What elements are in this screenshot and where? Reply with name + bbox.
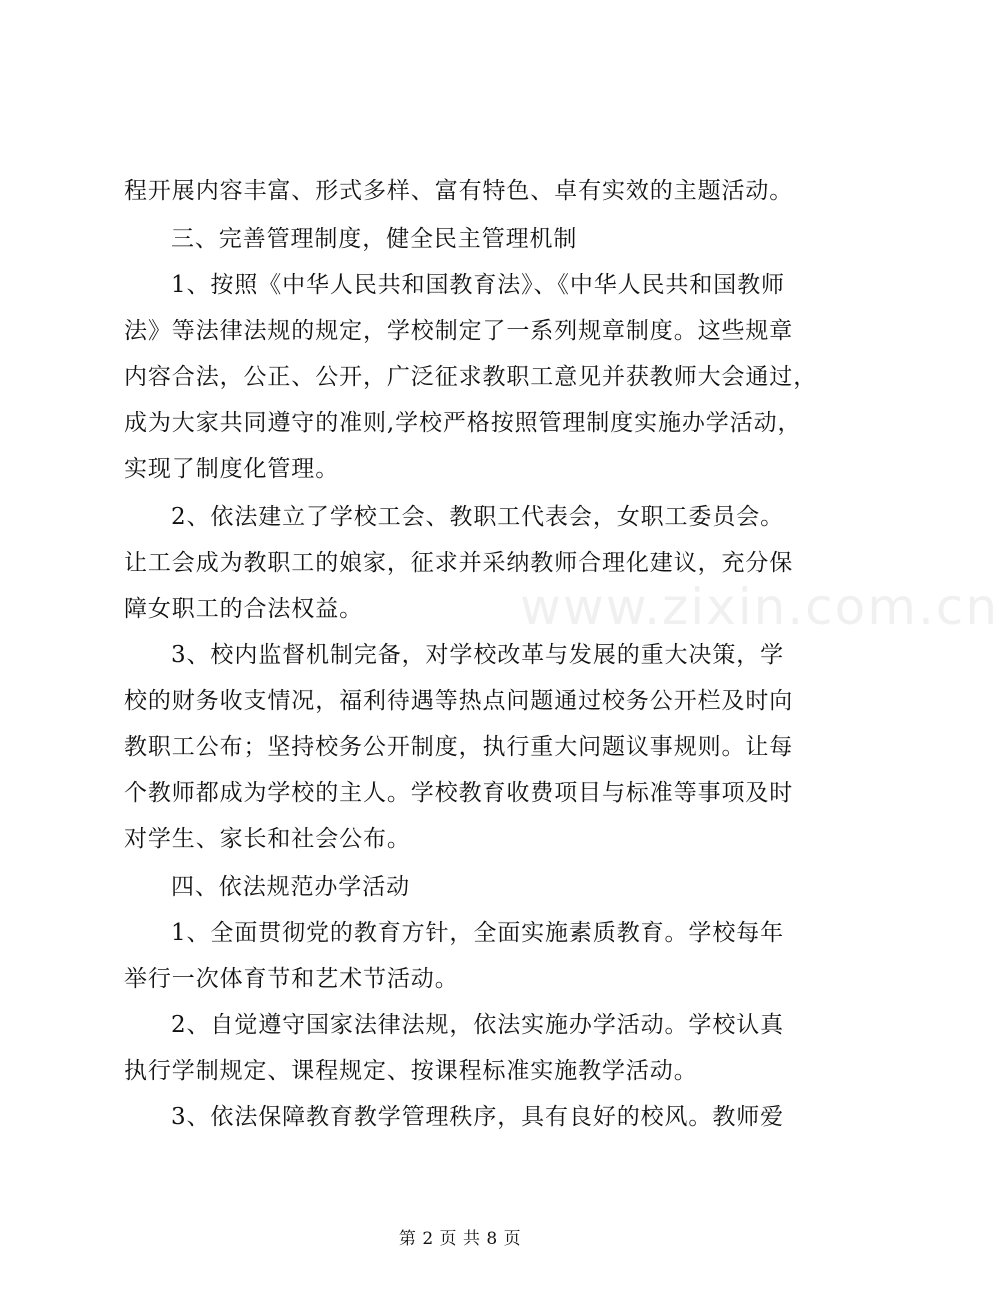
text-line: 3、依法保障教育教学管理秩序，具有良好的校风。教师爱 xyxy=(171,1104,785,1130)
text-line: 让工会成为教职工的娘家，征求并采纳教师合理化建议，充分保 xyxy=(124,550,794,576)
watermark: www.zixin.com.cn xyxy=(520,578,999,636)
text-line: 2、依法建立了学校工会、教职工代表会，女职工委员会。 xyxy=(171,504,785,530)
text-line: 成为大家共同遵守的准则,学校严格按照管理制度实施办学活动， xyxy=(124,410,802,436)
section-heading: 四、依法规范办学活动 xyxy=(171,874,410,900)
text-line: 举行一次体育节和艺术节活动。 xyxy=(124,966,459,992)
text-line: 1、全面贯彻党的教育方针，全面实施素质教育。学校每年 xyxy=(171,920,785,946)
text-line: 个教师都成为学校的主人。学校教育收费项目与标准等事项及时 xyxy=(124,780,794,806)
text-line: 对学生、家长和社会公布。 xyxy=(124,826,411,852)
text-line: 实现了制度化管理。 xyxy=(124,456,340,482)
text-line: 执行学制规定、课程规定、按课程标准实施教学活动。 xyxy=(124,1058,698,1084)
text-line: 程开展内容丰富、形式多样、富有特色、卓有实效的主题活动。 xyxy=(124,178,794,204)
page-number-footer: 第 2 页 共 8 页 xyxy=(398,1229,522,1249)
text-line: 1、按照《中华人民共和国教育法》、《中华人民共和国教师 xyxy=(171,272,785,298)
text-line: 障女职工的合法权益。 xyxy=(124,596,363,622)
text-line: 校的财务收支情况，福利待遇等热点问题通过校务公开栏及时向 xyxy=(124,688,794,714)
section-heading: 三、完善管理制度，健全民主管理机制 xyxy=(171,226,578,252)
text-line: 2、自觉遵守国家法律法规，依法实施办学活动。学校认真 xyxy=(171,1012,785,1038)
text-line: 内容合法，公正、公开，广泛征求教职工意见并获教师大会通过， xyxy=(124,364,818,390)
text-line: 法》等法律法规的规定，学校制定了一系列规章制度。这些规章 xyxy=(124,318,794,344)
text-line: 教职工公布；坚持校务公开制度，执行重大问题议事规则。让每 xyxy=(124,734,794,760)
text-line: 3、校内监督机制完备，对学校改革与发展的重大决策，学 xyxy=(171,642,785,668)
